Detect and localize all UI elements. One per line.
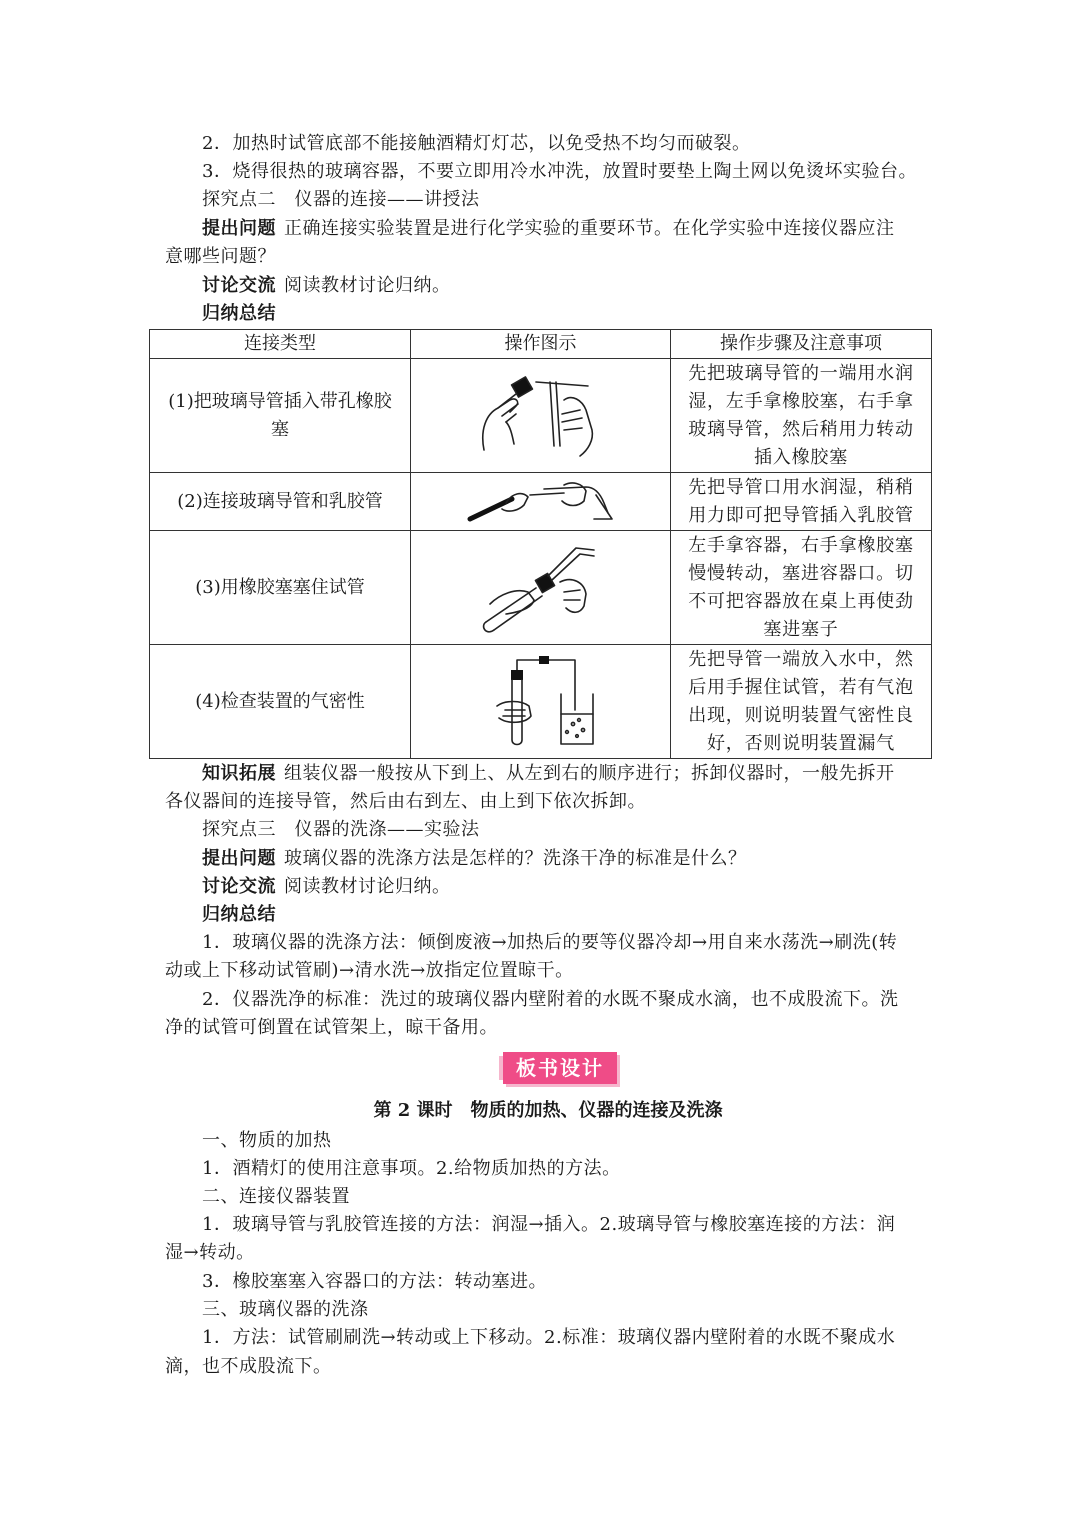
row-steps: 先把玻璃导管的一端用水润湿，左手拿橡胶塞，右手拿玻璃导管，然后稍用力转动插入橡胶塞 [671, 359, 932, 473]
row-steps: 先把导管口用水润湿，稍稍用力即可把导管插入乳胶管 [671, 473, 932, 531]
board-title: 第 2 课时 物质的加热、仪器的连接及洗涤 [373, 1100, 723, 1121]
row-steps: 先把导管一端放入水中，然后用手握住试管，若有气泡出现，则说明装置气密性良好，否则说明装置漏气 [671, 645, 932, 759]
tube-into-hose-icon [466, 479, 616, 525]
question-label: 提出问题 [202, 218, 276, 239]
table-row [150, 531, 932, 645]
section-title-connection: 探究点二 仪器的连接——讲授法 [202, 189, 480, 210]
row-type: (1)把玻璃导管插入带孔橡胶塞 [150, 359, 411, 473]
airtightness-check-icon [481, 654, 601, 750]
row-type: (4)检查装置的气密性 [150, 645, 411, 759]
table-row [150, 359, 932, 473]
table-row [150, 473, 932, 531]
board-heading-1: 一、物质的加热 [202, 1130, 332, 1151]
washing-method-cont: 动或上下移动试管刷)→清水洗→放指定位置晾干。 [165, 960, 574, 981]
tube-into-stopper-icon [476, 370, 606, 462]
table-row [150, 645, 932, 759]
question-label: 提出问题 [202, 848, 276, 869]
board-design-banner: 板书设计 [503, 1052, 617, 1084]
discussion-paragraph [202, 272, 931, 300]
question-paragraph [202, 215, 931, 243]
paragraph-heating-note-2: 2．加热时试管底部不能接触酒精灯灯芯，以免受热不均匀而破裂。 [202, 133, 751, 154]
extension-paragraph [202, 760, 931, 788]
row-illustration [411, 473, 671, 531]
paragraph-heating-note-3: 3．烧得很热的玻璃容器，不要立即用冷水冲洗，放置时要垫上陶土网以免烫坏实验台。 [202, 161, 917, 182]
board-item-cont: 湿→转动。 [165, 1242, 255, 1263]
connection-table [149, 329, 932, 759]
row-illustration [411, 645, 671, 759]
summary-label [202, 300, 931, 328]
extension-label: 知识拓展 [202, 763, 276, 784]
board-heading-2: 二、连接仪器装置 [202, 1186, 350, 1207]
board-item: 1．玻璃导管与乳胶管连接的方法：润湿→插入。2.玻璃导管与橡胶塞连接的方法：润 [202, 1214, 896, 1235]
board-item: 1．酒精灯的使用注意事项。2.给物质加热的方法。 [202, 1158, 621, 1179]
board-item: 1．方法：试管刷刷洗→转动或上下移动。2.标准：玻璃仪器内壁附着的水既不聚成水 [202, 1327, 896, 1348]
discussion-label: 讨论交流 [202, 876, 276, 897]
section-title-washing: 探究点三 仪器的洗涤——实验法 [202, 819, 480, 840]
washing-discussion-paragraph [202, 873, 931, 901]
question-text-cont: 意哪些问题？ [165, 246, 276, 267]
summary-label-text: 归纳总结 [202, 303, 276, 324]
row-illustration [411, 531, 671, 645]
washing-standard-cont: 净的试管可倒置在试管架上，晾干备用。 [165, 1017, 498, 1038]
extension-text-cont: 各仪器间的连接导管，然后由右到左、由上到下依次拆卸。 [165, 791, 646, 812]
discussion-text: 阅读教材讨论归纳。 [284, 275, 451, 296]
summary-label-text: 归纳总结 [202, 904, 276, 925]
board-heading-3: 三、玻璃仪器的洗涤 [202, 1299, 369, 1320]
extension-text: 组装仪器一般按从下到上、从左到右的顺序进行；拆卸仪器时，一般先拆开 [284, 763, 895, 784]
header-connection-type: 连接类型 [150, 330, 411, 359]
discussion-text: 阅读教材讨论归纳。 [284, 876, 451, 897]
discussion-label: 讨论交流 [202, 275, 276, 296]
row-illustration [411, 359, 671, 473]
washing-question-paragraph [202, 845, 931, 873]
summary-label [202, 901, 931, 929]
question-text: 正确连接实验装置是进行化学实验的重要环节。在化学实验中连接仪器应注 [284, 218, 895, 239]
header-steps: 操作步骤及注意事项 [671, 330, 932, 359]
board-item-cont: 滴，也不成股流下。 [165, 1356, 332, 1377]
stopper-into-testtube-icon [476, 542, 606, 634]
row-type: (3)用橡胶塞塞住试管 [150, 531, 411, 645]
question-text: 玻璃仪器的洗涤方法是怎样的？洗涤干净的标准是什么？ [284, 848, 747, 869]
washing-method: 1．玻璃仪器的洗涤方法：倾倒废液→加热后的要等仪器冷却→用自来水荡洗→刷洗(转 [202, 932, 898, 953]
row-steps: 左手拿容器，右手拿橡胶塞慢慢转动，塞进容器口。切不可把容器放在桌上再使劲塞进塞子 [671, 531, 932, 645]
header-illustration: 操作图示 [411, 330, 671, 359]
washing-standard: 2．仪器洗净的标准：洗过的玻璃仪器内壁附着的水既不聚成水滴，也不成股流下。洗 [202, 989, 899, 1010]
row-type: (2)连接玻璃导管和乳胶管 [150, 473, 411, 531]
board-item: 3．橡胶塞塞入容器口的方法：转动塞进。 [202, 1271, 547, 1292]
table-header-row [150, 330, 932, 359]
